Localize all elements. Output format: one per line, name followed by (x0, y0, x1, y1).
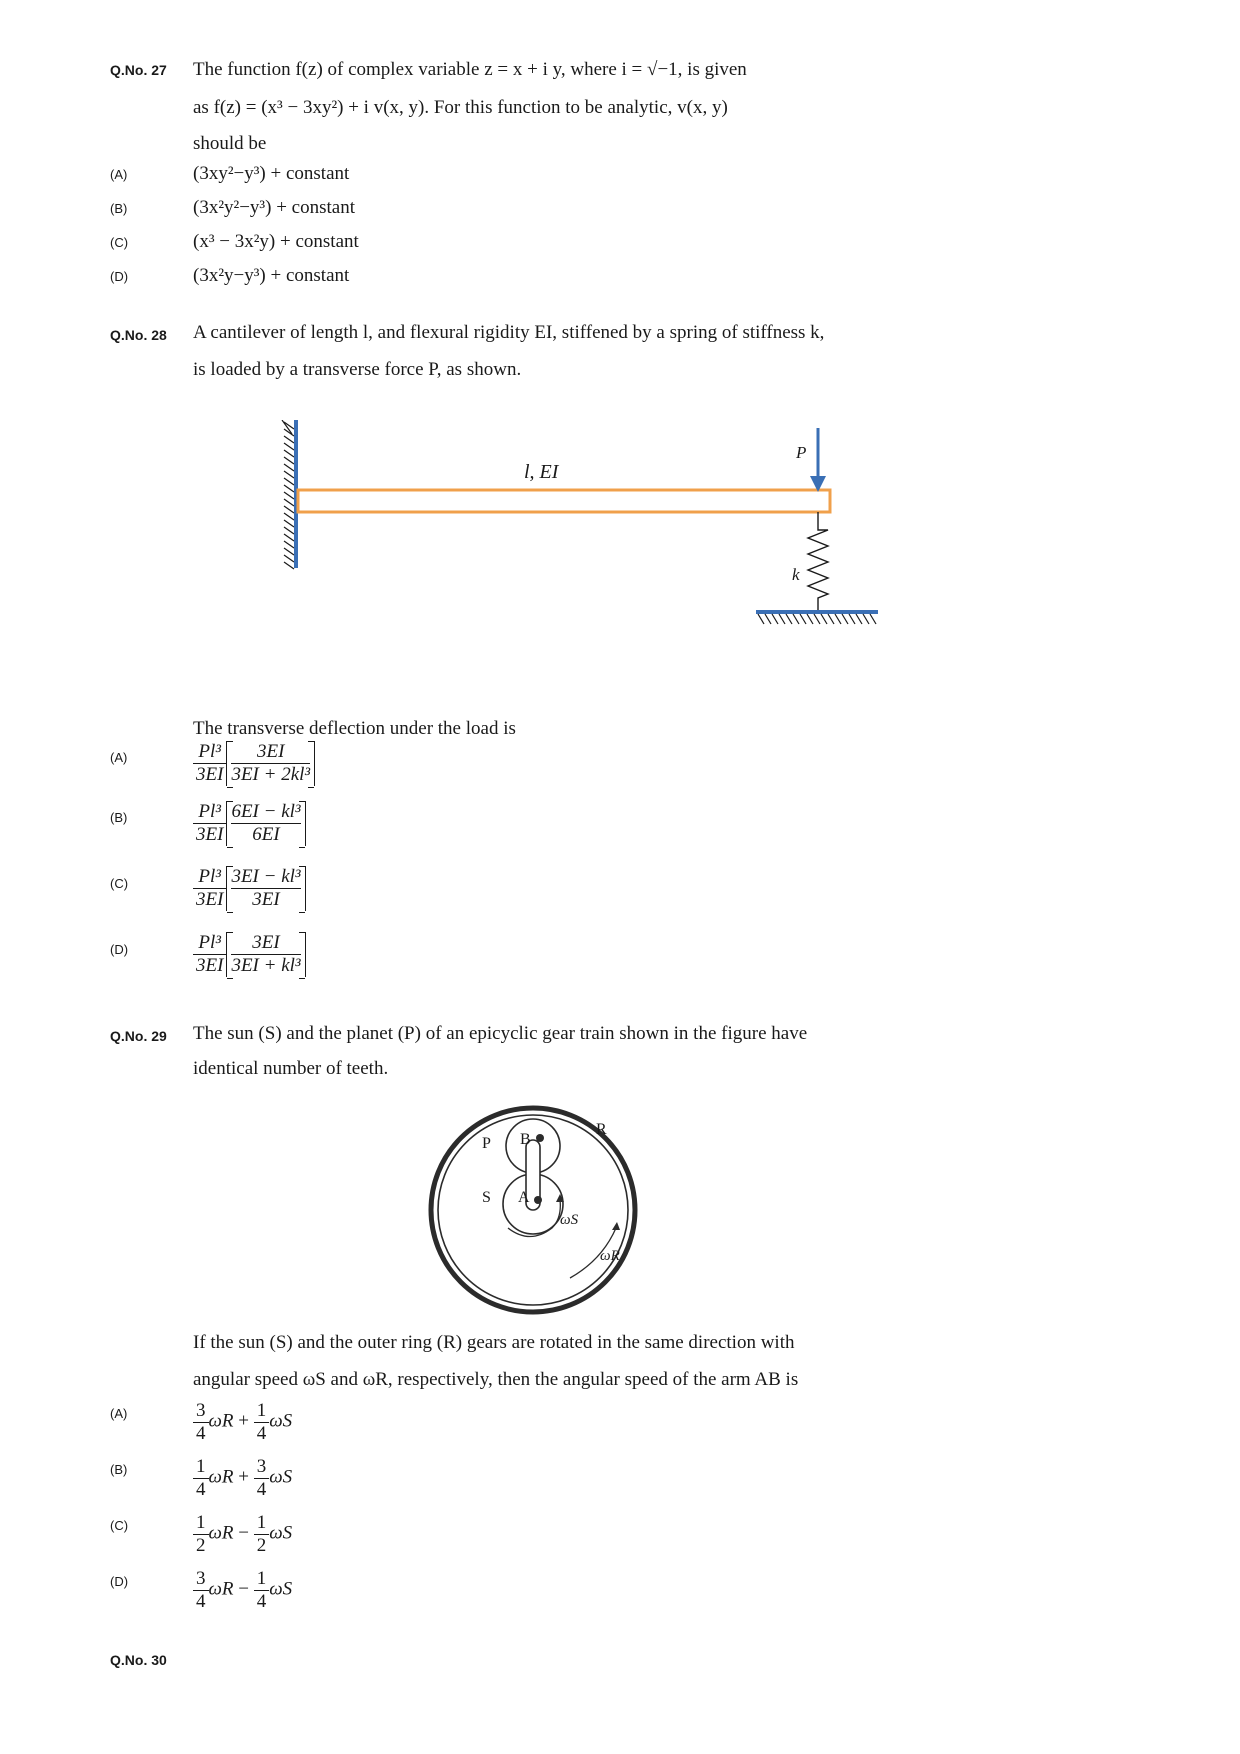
q28-b-pre-num: Pl³ (193, 801, 226, 824)
wall-hatch-line (284, 520, 294, 527)
q28-b-pre-den: 3EI (196, 823, 224, 845)
q29-option-b-label: (B) (110, 1462, 128, 1477)
q27-option-a[interactable]: (3xy²−y³) + constant (193, 163, 350, 184)
q28-option-b[interactable] (193, 801, 306, 846)
wall-hatch-line (284, 436, 294, 443)
ground-hatch-line (821, 614, 827, 624)
q29-b-n2: 3 (254, 1456, 270, 1479)
q29-b-d2: 4 (256, 1478, 267, 1500)
sun-label: S (482, 1189, 491, 1206)
wall-hatch-line (284, 443, 294, 450)
q29-b-t1: ωR (208, 1466, 234, 1488)
q27-option-a-label: (A) (110, 167, 128, 182)
ground-hatch-line (828, 614, 834, 624)
ground-hatch-line (758, 614, 764, 624)
q29-option-a[interactable] (193, 1400, 292, 1445)
q28-a-den: 3EI + 2kl³ (231, 763, 311, 785)
q29-a-n1: 3 (193, 1400, 209, 1423)
q28-d-den: 3EI + kl³ (231, 954, 301, 976)
q28-option-d[interactable] (193, 932, 306, 977)
q29-option-b[interactable] (193, 1456, 292, 1501)
q28-option-b-label: (B) (110, 810, 128, 825)
q29-b-n1: 1 (193, 1456, 209, 1479)
q29-line-4: angular speed ωS and ωR, respectively, then the angular speed of the arm AB is (193, 1369, 799, 1390)
ground-hatch-line (835, 614, 841, 624)
wall-hatch-lines (284, 422, 294, 569)
epicyclic-gear-figure (420, 1100, 660, 1320)
pivot-b-label: B (520, 1131, 531, 1148)
question-number-30: Q.No. 30 (110, 1652, 167, 1668)
q28-c-pre-den: 3EI (196, 888, 224, 910)
q29-b-d1: 4 (196, 1478, 206, 1500)
wall-hatch-line (284, 527, 294, 534)
q28-option-a-label: (A) (110, 750, 128, 765)
wall-hatch-line (284, 506, 294, 513)
beam-label: l, EI (524, 461, 559, 483)
q29-d-n1: 3 (193, 1568, 209, 1591)
ground-hatch-line (772, 614, 778, 624)
ring-label: R (596, 1121, 607, 1138)
q29-b-t2: ωS (269, 1466, 293, 1488)
question-number-28: Q.No. 28 (110, 327, 167, 343)
q28-option-c[interactable] (193, 866, 306, 911)
ground-hatch-line (814, 614, 820, 624)
force-label: P (796, 443, 807, 462)
q29-d-d2: 4 (256, 1590, 267, 1612)
ground-hatch-line (765, 614, 771, 624)
q28-c-num: 3EI − kl³ (231, 866, 301, 887)
q28-b-den: 6EI (252, 823, 280, 845)
ground-hatch-line (870, 614, 876, 624)
q28-a-pre-den: 3EI (196, 763, 224, 785)
q29-d-op: − (238, 1578, 249, 1600)
wall-hatch-line (284, 541, 294, 548)
ground-hatch-line (779, 614, 785, 624)
question-number-29: Q.No. 29 (110, 1028, 167, 1044)
q28-c-pre-num: Pl³ (193, 866, 226, 889)
question-number-27: Q.No. 27 (110, 62, 167, 78)
q29-option-c-label: (C) (110, 1518, 129, 1533)
ring-rotation-arrowhead (612, 1222, 620, 1230)
q29-line-3: If the sun (S) and the outer ring (R) gears are rotated in the same direction with (193, 1332, 795, 1353)
ground-hatch-line (793, 614, 799, 624)
wall-hatch-line (284, 534, 294, 541)
cantilever-beam (298, 490, 830, 512)
q28-d-pre-num: Pl³ (193, 932, 226, 955)
wall-hatch-line (284, 492, 294, 499)
q29-a-t1: ωR (208, 1410, 234, 1432)
ground-hatch-line (807, 614, 813, 624)
q29-option-d[interactable] (193, 1568, 292, 1613)
q29-c-n1: 1 (193, 1512, 209, 1535)
planet-label: P (482, 1135, 491, 1152)
pivot-a (534, 1196, 542, 1204)
q27-option-d[interactable]: (3x²y−y³) + constant (193, 265, 350, 286)
q29-c-t2: ωS (269, 1522, 293, 1544)
q29-option-d-label: (D) (110, 1574, 129, 1589)
q28-c-den: 3EI (252, 888, 280, 910)
ground-hatch-line (842, 614, 848, 624)
q28-line-2: is loaded by a transverse force P, as shown. (193, 359, 522, 380)
omega-r-label: ωR (600, 1248, 620, 1264)
q28-a-num: 3EI (231, 741, 310, 764)
q29-c-t1: ωR (208, 1522, 234, 1544)
wall-hatch-line (284, 450, 294, 457)
pivot-a-label: A (518, 1189, 530, 1206)
q29-a-op: + (238, 1410, 249, 1432)
q27-line-2: as f(z) = (x³ − 3xy²) + i v(x, y). For this function to be analytic, v(x, y) (193, 97, 728, 118)
wall-hatch-line (284, 562, 294, 569)
wall-hatch-line (284, 464, 294, 471)
q29-d-d1: 4 (196, 1590, 206, 1612)
q27-option-b-label: (B) (110, 201, 128, 216)
q29-option-c[interactable] (193, 1512, 292, 1557)
q28-option-d-label: (D) (110, 942, 129, 957)
wall-hatch-line (284, 548, 294, 555)
q28-prompt: The transverse deflection under the load is (193, 718, 516, 739)
q29-c-op: − (238, 1522, 249, 1544)
spring-label: k (792, 565, 800, 584)
ground-hatch-lines (758, 614, 876, 624)
q28-option-a[interactable] (193, 741, 315, 786)
q28-option-c-label: (C) (110, 876, 129, 891)
q29-option-a-label: (A) (110, 1406, 128, 1421)
q27-option-c[interactable]: (x³ − 3x²y) + constant (193, 231, 359, 252)
ground-hatch-line (856, 614, 862, 624)
q29-a-t2: ωS (269, 1410, 293, 1432)
q29-a-d1: 4 (196, 1422, 206, 1444)
wall-hatch-line (284, 485, 294, 492)
q28-d-num: 3EI (231, 932, 300, 955)
q29-d-n2: 1 (254, 1568, 270, 1591)
q27-option-c-label: (C) (110, 235, 129, 250)
q29-d-t1: ωR (208, 1578, 234, 1600)
wall-hatch-line (284, 457, 294, 464)
q28-line-1: A cantilever of length l, and flexural rigidity EI, stiffened by a spring of stiffness k, (193, 322, 825, 343)
ground-hatch-line (849, 614, 855, 624)
wall-hatch-line (284, 471, 294, 478)
q29-a-n2: 1 (254, 1400, 270, 1423)
q29-a-d2: 4 (256, 1422, 267, 1444)
q28-b-num: 6EI − kl³ (231, 801, 301, 822)
q29-d-t2: ωS (269, 1578, 293, 1600)
q29-c-d1: 2 (196, 1534, 206, 1556)
wall-hatch-line (284, 478, 294, 485)
wall-hatch-line (284, 513, 294, 520)
q29-c-n2: 1 (254, 1512, 270, 1535)
q27-option-b[interactable]: (3x²y²−y³) + constant (193, 197, 355, 218)
q27-line-3: should be (193, 133, 267, 154)
q28-a-pre-num: Pl³ (193, 741, 226, 764)
ground-hatch-line (800, 614, 806, 624)
ground-hatch-line (863, 614, 869, 624)
wall-hatch-line (284, 499, 294, 506)
q29-line-2: identical number of teeth. (193, 1058, 389, 1079)
spring (808, 512, 828, 612)
omega-s-label: ωS (560, 1212, 579, 1228)
q27-option-d-label: (D) (110, 269, 129, 284)
cantilever-figure (270, 420, 890, 660)
q29-line-1: The sun (S) and the planet (P) of an epicyclic gear train shown in the figure have (193, 1023, 808, 1044)
q28-d-pre-den: 3EI (196, 954, 224, 976)
pivot-b (536, 1134, 544, 1142)
q29-c-d2: 2 (256, 1534, 267, 1556)
wall-hatch-line (284, 555, 294, 562)
ground-hatch-line (786, 614, 792, 624)
q29-b-op: + (238, 1466, 249, 1488)
q27-line-1: The function f(z) of complex variable z = x + i y, where i = √−1, is given (193, 59, 747, 80)
